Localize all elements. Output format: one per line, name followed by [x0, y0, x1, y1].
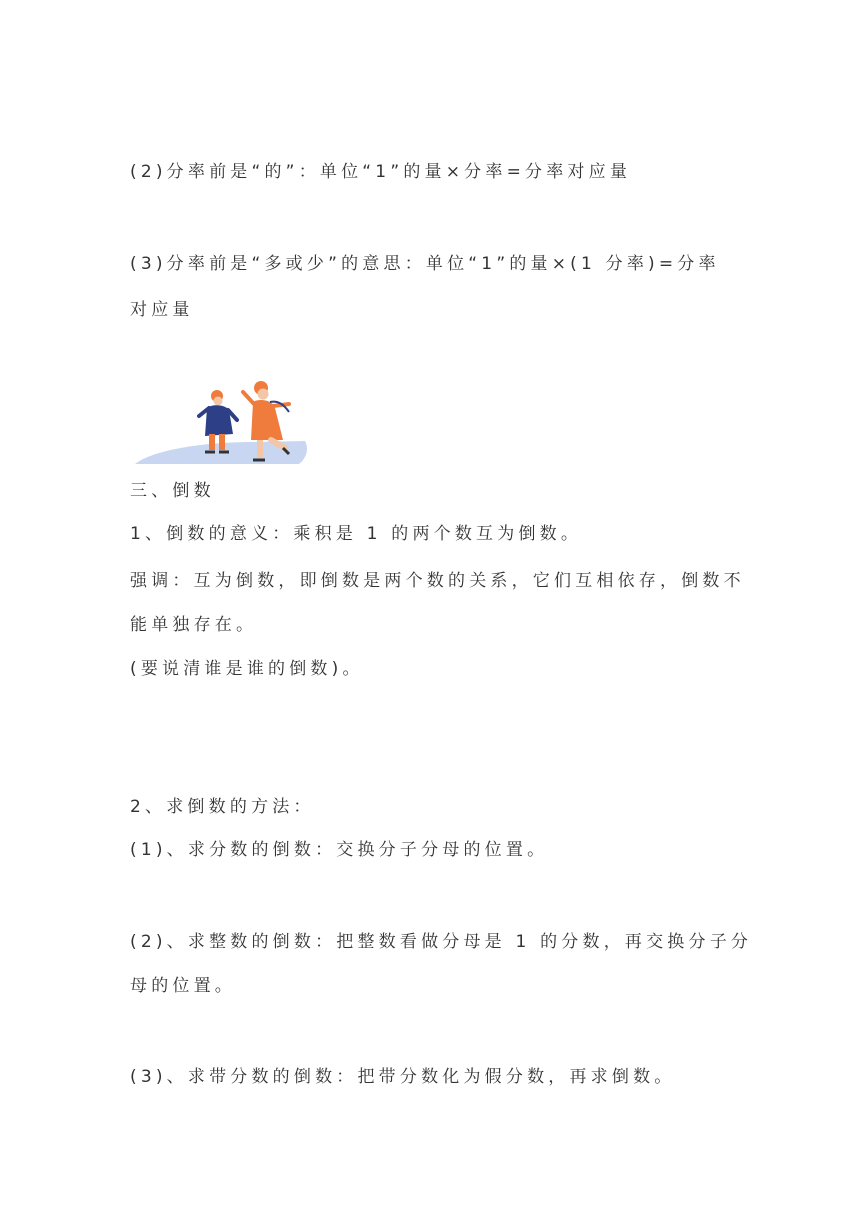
- emphasis-note: (要说清谁是谁的倒数)。: [130, 659, 364, 679]
- method-mixed-number: (3)、求带分数的倒数：把带分数化为假分数，再求倒数。: [130, 1067, 676, 1087]
- formula-more-or-less-line2: 对应量: [130, 300, 194, 320]
- section-title-reciprocal: 三、倒数: [130, 481, 215, 501]
- formula-more-or-less-line1: (3)分率前是“多或少”的意思：单位“1”的量×(1 分率)=分率: [130, 254, 720, 274]
- emphasis-line2: 能单独存在。: [130, 615, 258, 635]
- emphasis-line1: 强调：互为倒数，即倒数是两个数的关系，它们互相依存，倒数不: [130, 571, 745, 591]
- method-fraction: (1)、求分数的倒数：交换分子分母的位置。: [130, 840, 549, 860]
- definition-of-reciprocal: 1、倒数的意义：乘积是 1 的两个数互为倒数。: [130, 524, 583, 544]
- method-integer-line2: 母的位置。: [130, 976, 236, 996]
- formula-of-fraction: (2)分率前是“的”：单位“1”的量×分率=分率对应量: [130, 162, 632, 182]
- children-skating-icon: [133, 378, 311, 466]
- method-integer-line1: (2)、求整数的倒数：把整数看做分母是 1 的分数，再交换分子分: [130, 932, 753, 952]
- method-heading: 2、求倒数的方法：: [130, 797, 315, 817]
